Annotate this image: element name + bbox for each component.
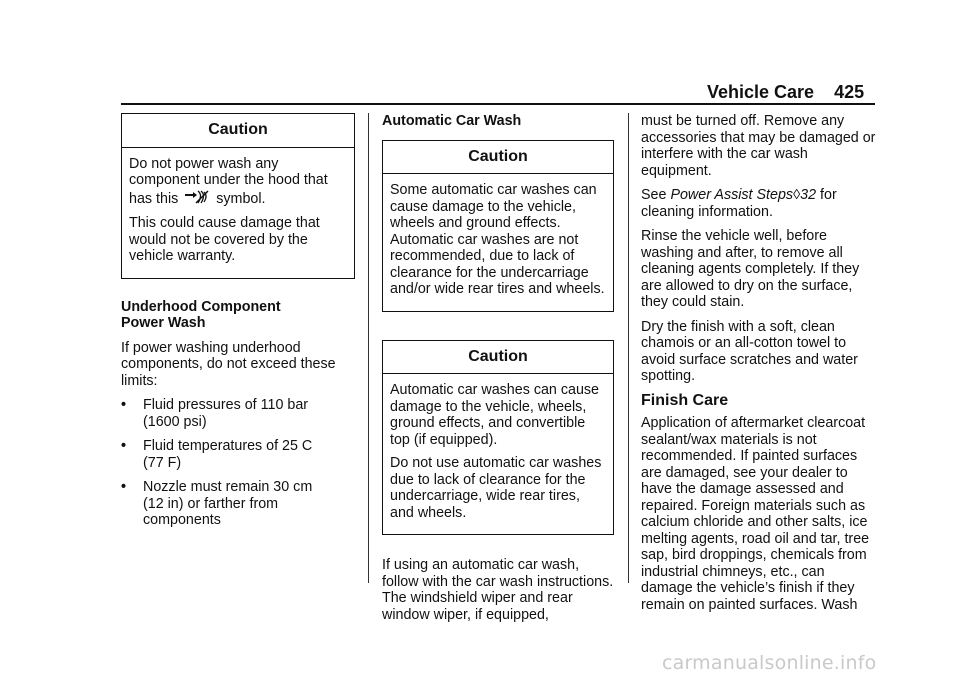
list-item — [121, 438, 355, 471]
section-heading: Automatic Car Wash — [382, 113, 522, 129]
paragraph: If power washing underhood components, do not exceed these limits: — [121, 339, 336, 389]
caution-text: Automatic car washes can cause damage to the vehicle, wheels, ground effects, and convertible top (if equipped). — [390, 382, 599, 448]
list-item-text: Fluid pressures of 110 bar (1600 psi) — [143, 397, 309, 430]
page-reference-icon: ◊ — [793, 187, 801, 203]
caution-box-power-wash — [121, 113, 355, 279]
caution-title: Caution — [122, 114, 354, 148]
cross-reference-page[interactable]: 32 — [800, 187, 817, 203]
paragraph: If using an automatic car wash, follow with the car wash instructions. The windshield wiper and rear window wiper, if equipped, — [382, 557, 614, 623]
list-item-text: Nozzle must remain 30 cm (12 in) or farther from components — [143, 479, 313, 528]
caution-line: has this — [129, 190, 179, 207]
watermark: carmanualsonline.info — [662, 652, 877, 674]
caution-line: component under the hood that — [129, 172, 328, 188]
caution-text: This could cause damage that would not be covered by the vehicle warranty. — [129, 215, 320, 264]
caution-text: Some automatic car washes can cause damage to the vehicle, wheels and ground effects. Automatic car washes are not recommended, due to lack of clearance for the undercarriage and/or wide rear tires and wheels. — [390, 182, 605, 297]
cross-reference — [641, 187, 877, 220]
column-2 — [382, 113, 614, 631]
cross-reference-tail: for cleaning information. — [641, 187, 837, 220]
column-1 — [121, 113, 355, 537]
list-item-text: Fluid temperatures of 25 C (77 F) — [143, 438, 313, 471]
paragraph: Rinse the vehicle well, before washing and after, to remove all cleaning agents completely. If they are allowed to dry on the surface, they could stain. — [641, 228, 860, 310]
paragraph: Application of aftermarket clearcoat sealant/wax materials is not recommended. If painted surfaces are damaged, see your dealer to have the damage assessed and repaired. Foreign materials such as calcium chloride and other salts, ice melting agents, road oil and tar, tree sap, bird droppings, chemicals from industrial chimneys, etc., can damage the vehicle’s finish if they remain on painted surfaces. Wash — [641, 415, 870, 613]
column-3 — [641, 113, 877, 621]
column-divider — [368, 113, 369, 583]
bullet-icon: • — [121, 397, 127, 413]
list-item — [121, 479, 355, 529]
header-rule — [121, 103, 875, 105]
caution-box-automatic-wash — [382, 140, 614, 312]
page-number: 425 — [834, 82, 865, 102]
section-heading: Finish Care — [641, 391, 729, 409]
list-item — [121, 397, 355, 430]
page-header — [707, 82, 864, 103]
paragraph: Dry the finish with a soft, clean chamois or an all-cotton towel to avoid surface scratches and water spotting. — [641, 318, 858, 384]
bullet-icon: • — [121, 479, 127, 495]
see-label: See — [641, 187, 667, 203]
column-divider — [628, 113, 629, 583]
section-title: Vehicle Care — [707, 82, 815, 102]
caution-text: Do not use automatic car washes due to lack of clearance for the undercarriage, wide rear tires, and wheels. — [390, 455, 602, 521]
caution-title: Caution — [383, 341, 613, 375]
caution-box-convertible — [382, 340, 614, 536]
caution-line: Do not power wash any — [129, 155, 279, 172]
cross-reference-link[interactable]: Power Assist Steps — [670, 187, 794, 203]
bullet-icon: • — [121, 438, 127, 454]
section-heading: Underhood Component Power Wash — [121, 298, 281, 331]
limits-list — [121, 397, 355, 529]
caution-title: Caution — [383, 141, 613, 175]
paragraph: must be turned off. Remove any accessories that may be damaged or interfere with the car wash equipment. — [641, 113, 876, 179]
caution-line: symbol. — [216, 190, 266, 207]
no-power-wash-icon — [184, 189, 210, 210]
